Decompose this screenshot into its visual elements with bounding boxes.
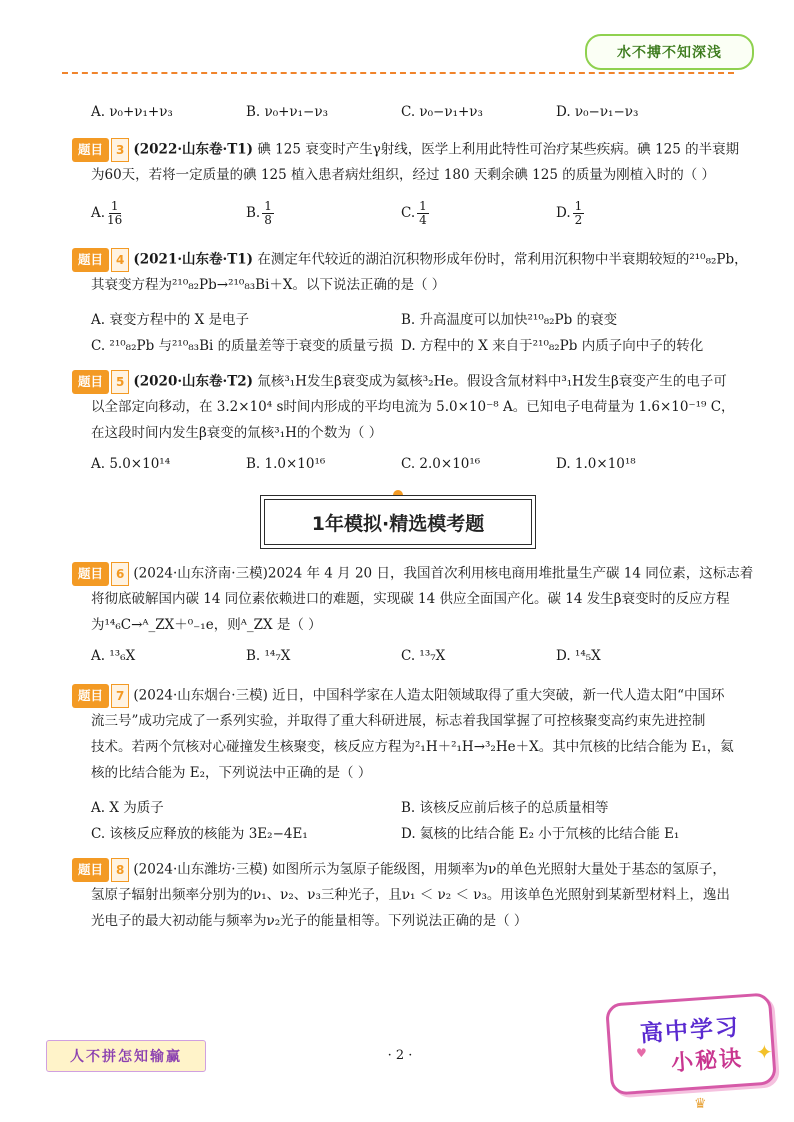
question-number: 4	[111, 248, 129, 272]
q8-stem-line1	[72, 858, 726, 882]
q3-text-1: 碘 125 衰变时产生γ射线，医学上利用此特性可治疗某些疾病。碘 125 的半衰期	[257, 141, 740, 158]
q4-option-a: A. 衰变方程中的 X 是电子	[91, 312, 250, 328]
q5-stem-line2: 以全部定向移动，在 3.2×10⁴ s时间内形成的平均电流为 5.0×10⁻⁸ A。已知电子电荷量为 1.6×10⁻¹⁹ C，	[91, 399, 735, 415]
q7-option-c: C. 该核反应释放的核能为 3E₂−4E₁	[91, 826, 308, 842]
question-number: 3	[111, 138, 129, 162]
q6-option-d: D. ¹⁴₅X	[556, 648, 601, 664]
q8-text-1: 如图所示为氢原子能级图，用频率为ν的单色光照射大量处于基态的氢原子，	[272, 861, 726, 878]
question-source: (2024·山东潍坊·三模)	[133, 861, 268, 878]
q3-stem-line2: 为60天，若将一定质量的碘 125 植入患者病灶组织，经过 180 天剩余碘 125 的质量为刚植入时的（ ）	[91, 167, 716, 183]
q2-option-d: D. ν₀−ν₁−ν₃	[556, 104, 639, 120]
q3-option-b: B. $\frac{1}{8}$	[246, 199, 272, 227]
q4-text-1: 在测定年代较近的湖泊沉积物形成年份时，常利用沉积物中半衰期较短的²¹⁰₈₂Pb，	[257, 251, 748, 268]
section-title: 1年模拟·精选模考题	[264, 499, 532, 545]
sparkle-icon: ✦	[756, 1040, 773, 1064]
q5-option-d: D. 1.0×10¹⁸	[556, 456, 636, 472]
stamp-line2: 小秘诀	[670, 1046, 745, 1077]
page-number: · 2 ·	[387, 1048, 413, 1063]
q6-stem-line1	[72, 562, 753, 586]
q5-stem-line3: 在这段时间内发生β衰变的氚核³₁H的个数为（ ）	[91, 425, 383, 441]
question-number: 7	[111, 684, 129, 708]
q7-stem-line1	[72, 684, 725, 708]
q7-text-1: 近日，中国科学家在人造太阳领域取得了重大突破，新一代人造太阳“中国环	[272, 687, 725, 704]
q8-stem-line3: 光电子的最大初动能与频率为ν₂光子的能量相等。下列说法正确的是（ ）	[91, 913, 528, 929]
q5-option-b: B. 1.0×10¹⁶	[246, 456, 326, 472]
q4-option-d: D. 方程中的 X 来自于²¹⁰₈₂Pb 内质子向中子的转化	[401, 338, 704, 354]
question-label: 题目	[72, 858, 109, 882]
header-motto-badge: 水不搏不知深浅	[585, 34, 754, 70]
question-label: 题目	[72, 138, 109, 162]
question-number: 5	[111, 370, 129, 394]
q5-option-a: A. 5.0×10¹⁴	[91, 456, 171, 472]
q4-stem-line2: 其衰变方程为²¹⁰₈₂Pb→²¹⁰₈₃Bi＋X。以下说法正确的是（ ）	[91, 277, 446, 293]
question-number: 8	[111, 858, 129, 882]
q7-stem-line4: 核的比结合能为 E₂，下列说法中正确的是（ ）	[91, 765, 372, 781]
q3-stem-line1	[72, 138, 739, 162]
q3-option-d: D. $\frac{1}{2}$	[556, 199, 583, 227]
question-label: 题目	[72, 684, 109, 708]
q6-options	[91, 648, 711, 664]
q6-text-1: 2024 年 4 月 20 日，我国首次利用核电商用堆批量生产碳 14 同位素，这标志着	[267, 565, 754, 582]
q2-option-a: A. ν₀+ν₁+ν₃	[91, 104, 173, 120]
q7-option-a: A. X 为质子	[91, 800, 164, 816]
stamp-line1: 高中学习	[639, 1014, 741, 1048]
q4-option-c: C. ²¹⁰₈₂Pb 与²¹⁰₈₃Bi 的质量差等于衰变的质量亏损	[91, 338, 394, 354]
study-tips-stamp	[605, 992, 777, 1095]
q6-option-a: A. ¹³₆X	[91, 648, 136, 664]
q7-stem-line3: 技术。若两个氘核对心碰撞发生核聚变，核反应方程为²₁H＋²₁H→³₂He＋X。其中氘核的比结合能为 E₁，氦	[91, 739, 734, 755]
q2-option-c: C. ν₀−ν₁+ν₃	[401, 104, 483, 120]
question-source: (2024·山东烟台·三模)	[133, 687, 268, 704]
q7-stem-line2: 流三号”成功完成了一系列实验，并取得了重大科研进展，标志着我国掌握了可控核聚变高约束先进控制	[91, 713, 706, 729]
q2-options	[91, 104, 711, 120]
q5-text-1: 氚核³₁H发生β衰变成为氦核³₂He。假设含氚材料中³₁H发生β衰变产生的电子可	[257, 373, 727, 390]
question-source: (2020·山东卷·T2)	[133, 373, 254, 390]
question-source: (2021·山东卷·T1)	[133, 251, 254, 268]
heart-icon: ♥	[636, 1046, 647, 1060]
q8-stem-line2: 氢原子辐射出频率分别为的ν₁、ν₂、ν₃三种光子，且ν₁ ＜ ν₂ ＜ ν₃。用该单色光照射到某新型材料上，逸出	[91, 887, 730, 903]
q4-options-row1	[91, 308, 711, 328]
question-source: (2024·山东济南·三模)	[133, 565, 268, 582]
question-label: 题目	[72, 248, 109, 272]
footer-motto-badge: 人不拼怎知输赢	[46, 1040, 206, 1072]
q6-option-b: B. ¹⁴₇X	[246, 648, 291, 664]
question-label: 题目	[72, 562, 109, 586]
q7-options-row2	[91, 822, 711, 842]
q5-option-c: C. 2.0×10¹⁶	[401, 456, 481, 472]
q3-options	[91, 200, 711, 227]
q5-stem-line1	[72, 370, 727, 394]
q6-stem-line3: 为¹⁴₆C→ᴬ_ZX＋⁰₋₁e，则ᴬ_ZX 是（ ）	[91, 617, 322, 633]
question-number: 6	[111, 562, 129, 586]
q5-options	[91, 456, 711, 472]
q6-stem-line2: 将彻底破解国内碳 14 同位素依赖进口的难题，实现碳 14 供应全面国产化。碳 14 发生β衰变时的反应方程	[91, 591, 730, 607]
q7-options-row1	[91, 796, 711, 816]
q4-options-row2	[91, 334, 711, 354]
q3-option-a: A. $\frac{1}{16}$	[91, 199, 123, 227]
q2-option-b: B. ν₀+ν₁−ν₃	[246, 104, 328, 120]
question-label: 题目	[72, 370, 109, 394]
q4-stem-line1	[72, 248, 748, 272]
q7-option-b: B. 该核反应前后核子的总质量相等	[401, 800, 609, 816]
question-source: (2022·山东卷·T1)	[133, 141, 254, 158]
crown-icon: ♛	[694, 1096, 707, 1112]
q6-option-c: C. ¹³₇X	[401, 648, 446, 664]
header-divider	[62, 72, 734, 74]
q3-option-c: C. $\frac{1}{4}$	[401, 199, 427, 227]
q7-option-d: D. 氦核的比结合能 E₂ 小于氘核的比结合能 E₁	[401, 826, 680, 842]
q4-option-b: B. 升高温度可以加快²¹⁰₈₂Pb 的衰变	[401, 312, 618, 328]
